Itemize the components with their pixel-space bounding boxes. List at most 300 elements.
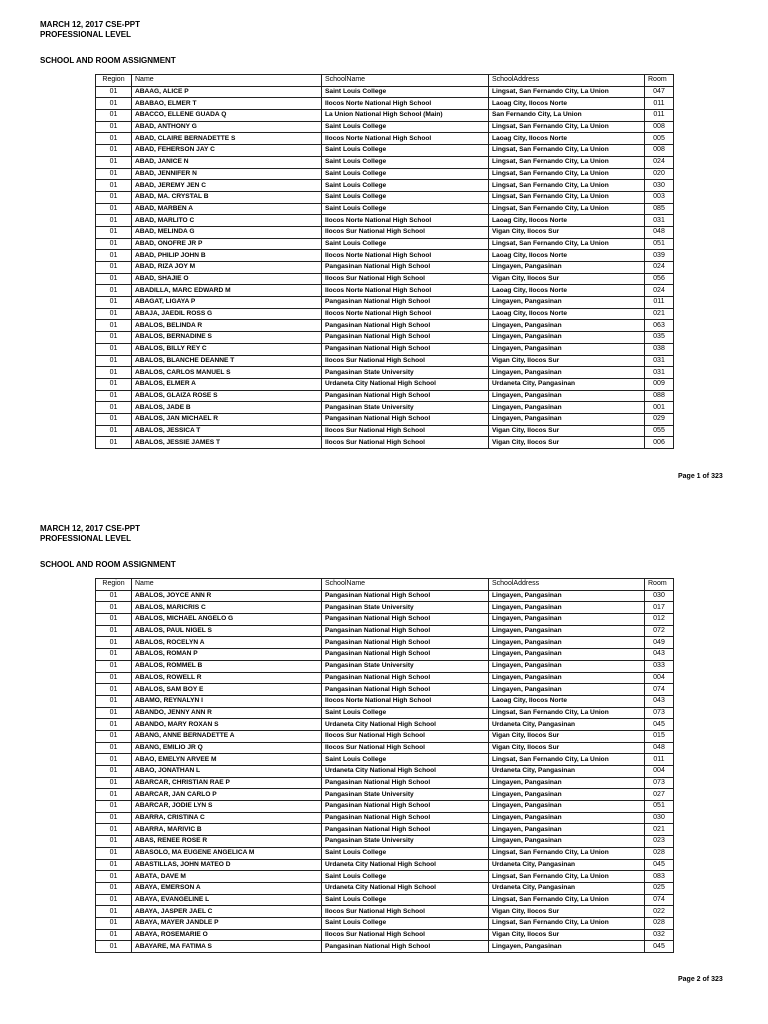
region-cell: 01	[96, 929, 132, 941]
school-address-cell: Urdaneta City, Pangasinan	[489, 766, 645, 778]
region-cell: 01	[96, 413, 132, 425]
region-cell: 01	[96, 906, 132, 918]
school-name-cell: Pangasinan National High School	[322, 332, 489, 344]
school-address-cell: Lingsat, San Fernando City, La Union	[489, 238, 645, 250]
table-row	[96, 906, 674, 918]
name-cell: ABAD, CLAIRE BERNADETTE S	[132, 133, 322, 145]
school-address-cell: Vigan City, Ilocos Sur	[489, 730, 645, 742]
school-name-cell: Ilocos Sur National High School	[322, 273, 489, 285]
school-name-cell: Saint Louis College	[322, 754, 489, 766]
name-cell: ABAD, ONOFRE JR P	[132, 238, 322, 250]
table-row	[96, 695, 674, 707]
region-cell: 01	[96, 660, 132, 672]
page-number: Page 1 of 323	[678, 473, 723, 480]
room-cell: 011	[645, 297, 674, 309]
room-cell: 032	[645, 929, 674, 941]
name-cell: ABARRA, MARIVIC B	[132, 824, 322, 836]
room-cell: 022	[645, 906, 674, 918]
table-row	[96, 754, 674, 766]
school-name-cell: Ilocos Sur National High School	[322, 906, 489, 918]
region-cell: 01	[96, 98, 132, 110]
school-address-cell: Laoag City, Ilocos Norte	[489, 308, 645, 320]
name-cell: ABAO, EMELYN ARVEE M	[132, 754, 322, 766]
school-name-cell: Saint Louis College	[322, 707, 489, 719]
name-cell: ABALOS, ROWELL R	[132, 672, 322, 684]
table-row	[96, 707, 674, 719]
room-cell: 043	[645, 649, 674, 661]
school-name-cell: Pangasinan National High School	[322, 343, 489, 355]
table-row	[96, 86, 674, 98]
school-name-cell: Pangasinan National High School	[322, 390, 489, 402]
name-cell: ABAD, JEREMY JEN C	[132, 180, 322, 192]
table-row	[96, 824, 674, 836]
school-address-cell: Vigan City, Ilocos Sur	[489, 425, 645, 437]
region-cell: 01	[96, 378, 132, 390]
table-row	[96, 250, 674, 262]
room-cell: 085	[645, 203, 674, 215]
table-row	[96, 730, 674, 742]
room-cell: 009	[645, 378, 674, 390]
school-name-cell: Pangasinan National High School	[322, 637, 489, 649]
school-address-cell: Lingayen, Pangasinan	[489, 812, 645, 824]
region-cell: 01	[96, 871, 132, 883]
school-address-cell: Lingayen, Pangasinan	[489, 836, 645, 848]
region-cell: 01	[96, 730, 132, 742]
region-cell: 01	[96, 320, 132, 332]
table-row	[96, 425, 674, 437]
name-cell: ABALOS, ROCELYN A	[132, 637, 322, 649]
table-row	[96, 262, 674, 274]
school-name-cell: Pangasinan National High School	[322, 262, 489, 274]
school-name-cell: Ilocos Sur National High School	[322, 355, 489, 367]
table-row	[96, 625, 674, 637]
table-row	[96, 437, 674, 449]
school-name-cell: Urdaneta City National High School	[322, 859, 489, 871]
table-row	[96, 203, 674, 215]
room-cell: 055	[645, 425, 674, 437]
name-cell: ABALOS, BLANCHE DEANNE T	[132, 355, 322, 367]
name-cell: ABANDO, JENNY ANN R	[132, 707, 322, 719]
name-cell: ABARRA, CRISTINA C	[132, 812, 322, 824]
region-cell: 01	[96, 859, 132, 871]
school-address-cell: Urdaneta City, Pangasinan	[489, 882, 645, 894]
table-row	[96, 941, 674, 953]
school-address-cell: Lingsat, San Fernando City, La Union	[489, 894, 645, 906]
name-cell: ABALOS, GLAIZA ROSE S	[132, 390, 322, 402]
school-name-cell: Saint Louis College	[322, 917, 489, 929]
room-cell: 008	[645, 145, 674, 157]
region-cell: 01	[96, 86, 132, 98]
room-cell: 005	[645, 133, 674, 145]
room-cell: 045	[645, 941, 674, 953]
name-cell: ABADILLA, MARC EDWARD M	[132, 285, 322, 297]
table-row	[96, 226, 674, 238]
school-name-cell: Ilocos Norte National High School	[322, 133, 489, 145]
region-cell: 01	[96, 425, 132, 437]
name-cell: ABAD, JENNIFER N	[132, 168, 322, 180]
name-cell: ABALOS, JESSIE JAMES T	[132, 437, 322, 449]
name-cell: ABAYA, MAYER JANDLE P	[132, 917, 322, 929]
column-header-room: Room	[645, 75, 674, 87]
school-name-cell: Ilocos Norte National High School	[322, 308, 489, 320]
room-cell: 030	[645, 590, 674, 602]
name-cell: ABALOS, CARLOS MANUEL S	[132, 367, 322, 379]
room-cell: 063	[645, 320, 674, 332]
school-address-cell: Laoag City, Ilocos Norte	[489, 250, 645, 262]
school-name-cell: Saint Louis College	[322, 156, 489, 168]
room-cell: 033	[645, 660, 674, 672]
room-cell: 001	[645, 402, 674, 414]
school-name-cell: Ilocos Sur National High School	[322, 437, 489, 449]
room-cell: 021	[645, 824, 674, 836]
region-cell: 01	[96, 824, 132, 836]
name-cell: ABALOS, ROMAN P	[132, 649, 322, 661]
column-header-name: Name	[132, 579, 322, 591]
region-cell: 01	[96, 332, 132, 344]
school-name-cell: Pangasinan National High School	[322, 672, 489, 684]
room-cell: 049	[645, 637, 674, 649]
school-name-cell: Ilocos Sur National High School	[322, 226, 489, 238]
region-cell: 01	[96, 777, 132, 789]
room-cell: 045	[645, 859, 674, 871]
room-cell: 047	[645, 86, 674, 98]
region-cell: 01	[96, 156, 132, 168]
column-header-room: Room	[645, 579, 674, 591]
room-cell: 038	[645, 343, 674, 355]
school-name-cell: Urdaneta City National High School	[322, 882, 489, 894]
region-cell: 01	[96, 637, 132, 649]
room-cell: 029	[645, 413, 674, 425]
school-name-cell: Saint Louis College	[322, 238, 489, 250]
region-cell: 01	[96, 649, 132, 661]
school-address-cell: Laoag City, Ilocos Norte	[489, 133, 645, 145]
school-address-cell: Lingsat, San Fernando City, La Union	[489, 156, 645, 168]
name-cell: ABAD, MELINDA G	[132, 226, 322, 238]
name-cell: ABATA, DAVE M	[132, 871, 322, 883]
region-cell: 01	[96, 121, 132, 133]
name-cell: ABALOS, BELINDA R	[132, 320, 322, 332]
table-row	[96, 238, 674, 250]
table-row	[96, 649, 674, 661]
name-cell: ABALOS, JADE B	[132, 402, 322, 414]
table-row	[96, 145, 674, 157]
room-cell: 021	[645, 308, 674, 320]
school-name-cell: Pangasinan National High School	[322, 801, 489, 813]
school-address-cell: Lingayen, Pangasinan	[489, 297, 645, 309]
school-name-cell: La Union National High School (Main)	[322, 110, 489, 122]
room-cell: 011	[645, 98, 674, 110]
name-cell: ABAD, SHAJIE O	[132, 273, 322, 285]
region-cell: 01	[96, 766, 132, 778]
room-cell: 072	[645, 625, 674, 637]
room-cell: 048	[645, 226, 674, 238]
region-cell: 01	[96, 262, 132, 274]
table-row	[96, 308, 674, 320]
school-address-cell: Vigan City, Ilocos Sur	[489, 906, 645, 918]
name-cell: ABAYARE, MA FATIMA S	[132, 941, 322, 953]
room-cell: 051	[645, 801, 674, 813]
column-header-region: Region	[96, 579, 132, 591]
region-cell: 01	[96, 754, 132, 766]
table-row	[96, 98, 674, 110]
room-cell: 028	[645, 847, 674, 859]
room-cell: 035	[645, 332, 674, 344]
school-name-cell: Saint Louis College	[322, 121, 489, 133]
school-name-cell: Pangasinan National High School	[322, 320, 489, 332]
region-cell: 01	[96, 215, 132, 227]
region-cell: 01	[96, 707, 132, 719]
school-address-cell: Lingsat, San Fernando City, La Union	[489, 203, 645, 215]
table-row	[96, 789, 674, 801]
school-address-cell: Lingsat, San Fernando City, La Union	[489, 168, 645, 180]
table-row	[96, 672, 674, 684]
region-cell: 01	[96, 684, 132, 696]
table-row	[96, 343, 674, 355]
table-row	[96, 180, 674, 192]
name-cell: ABAYA, EVANGELINE L	[132, 894, 322, 906]
school-address-cell: Lingsat, San Fernando City, La Union	[489, 86, 645, 98]
exam-date-heading: MARCH 12, 2017 CSE-PPT	[40, 524, 141, 533]
school-name-cell: Pangasinan National High School	[322, 812, 489, 824]
column-header-school-name: SchoolName	[322, 75, 489, 87]
region-cell: 01	[96, 390, 132, 402]
room-cell: 074	[645, 684, 674, 696]
name-cell: ABALOS, JESSICA T	[132, 425, 322, 437]
region-cell: 01	[96, 742, 132, 754]
table-row	[96, 801, 674, 813]
room-cell: 008	[645, 121, 674, 133]
name-cell: ABAGAT, LIGAYA P	[132, 297, 322, 309]
room-cell: 073	[645, 707, 674, 719]
name-cell: ABAYA, JASPER JAEL C	[132, 906, 322, 918]
table-header-row	[96, 579, 674, 591]
region-cell: 01	[96, 917, 132, 929]
region-cell: 01	[96, 273, 132, 285]
table-row	[96, 637, 674, 649]
region-cell: 01	[96, 367, 132, 379]
name-cell: ABARCAR, JAN CARLO P	[132, 789, 322, 801]
school-name-cell: Pangasinan State University	[322, 402, 489, 414]
school-address-cell: Lingayen, Pangasinan	[489, 343, 645, 355]
name-cell: ABALOS, MARICRIS C	[132, 602, 322, 614]
name-cell: ABAYA, ROSEMARIE O	[132, 929, 322, 941]
region-cell: 01	[96, 168, 132, 180]
region-cell: 01	[96, 590, 132, 602]
name-cell: ABAD, MARBEN A	[132, 203, 322, 215]
name-cell: ABAO, JONATHAN L	[132, 766, 322, 778]
room-cell: 024	[645, 156, 674, 168]
name-cell: ABANDO, MARY ROXAN S	[132, 719, 322, 731]
school-address-cell: Lingayen, Pangasinan	[489, 649, 645, 661]
name-cell: ABALOS, JOYCE ANN R	[132, 590, 322, 602]
table-row	[96, 917, 674, 929]
table-row	[96, 367, 674, 379]
school-address-cell: San Fernando City, La Union	[489, 110, 645, 122]
region-cell: 01	[96, 695, 132, 707]
region-cell: 01	[96, 250, 132, 262]
name-cell: ABALOS, MICHAEL ANGELO G	[132, 614, 322, 626]
school-address-cell: Lingayen, Pangasinan	[489, 660, 645, 672]
room-cell: 088	[645, 390, 674, 402]
name-cell: ABAYA, EMERSON A	[132, 882, 322, 894]
school-address-cell: Lingayen, Pangasinan	[489, 672, 645, 684]
school-name-cell: Pangasinan National High School	[322, 413, 489, 425]
school-name-cell: Pangasinan State University	[322, 789, 489, 801]
room-cell: 048	[645, 742, 674, 754]
name-cell: ABAD, MA. CRYSTAL B	[132, 191, 322, 203]
school-address-cell: Vigan City, Ilocos Sur	[489, 929, 645, 941]
school-name-cell: Saint Louis College	[322, 180, 489, 192]
table-row	[96, 777, 674, 789]
room-cell: 017	[645, 602, 674, 614]
table-row	[96, 133, 674, 145]
table-row	[96, 602, 674, 614]
school-name-cell: Saint Louis College	[322, 191, 489, 203]
school-name-cell: Saint Louis College	[322, 203, 489, 215]
table-row	[96, 413, 674, 425]
table-row	[96, 766, 674, 778]
school-address-cell: Laoag City, Ilocos Norte	[489, 215, 645, 227]
school-address-cell: Laoag City, Ilocos Norte	[489, 98, 645, 110]
region-cell: 01	[96, 191, 132, 203]
exam-date-heading: MARCH 12, 2017 CSE-PPT	[40, 20, 141, 29]
name-cell: ABALOS, ELMER A	[132, 378, 322, 390]
room-cell: 025	[645, 882, 674, 894]
school-address-cell: Lingsat, San Fernando City, La Union	[489, 145, 645, 157]
school-name-cell: Pangasinan National High School	[322, 941, 489, 953]
school-name-cell: Saint Louis College	[322, 168, 489, 180]
school-address-cell: Vigan City, Ilocos Sur	[489, 273, 645, 285]
school-name-cell: Ilocos Sur National High School	[322, 742, 489, 754]
table-row	[96, 660, 674, 672]
region-cell: 01	[96, 812, 132, 824]
school-address-cell: Lingayen, Pangasinan	[489, 637, 645, 649]
table-row	[96, 168, 674, 180]
name-cell: ABAS, RENEE ROSE R	[132, 836, 322, 848]
column-header-region: Region	[96, 75, 132, 87]
name-cell: ABAMO, REYNALYN I	[132, 695, 322, 707]
name-cell: ABARCAR, CHRISTIAN RAE P	[132, 777, 322, 789]
name-cell: ABAD, ANTHONY G	[132, 121, 322, 133]
name-cell: ABALOS, BILLY REY C	[132, 343, 322, 355]
column-header-school-address: SchoolAddress	[489, 579, 645, 591]
room-cell: 027	[645, 789, 674, 801]
school-address-cell: Lingsat, San Fernando City, La Union	[489, 707, 645, 719]
room-cell: 011	[645, 110, 674, 122]
school-name-cell: Pangasinan National High School	[322, 625, 489, 637]
column-header-school-name: SchoolName	[322, 579, 489, 591]
name-cell: ABALOS, ROMMEL B	[132, 660, 322, 672]
table-row	[96, 402, 674, 414]
table-row	[96, 355, 674, 367]
page-number: Page 2 of 323	[678, 976, 723, 983]
region-cell: 01	[96, 602, 132, 614]
room-cell: 031	[645, 215, 674, 227]
table-row	[96, 894, 674, 906]
school-address-cell: Lingayen, Pangasinan	[489, 590, 645, 602]
school-address-cell: Lingsat, San Fernando City, La Union	[489, 180, 645, 192]
room-cell: 031	[645, 367, 674, 379]
region-cell: 01	[96, 941, 132, 953]
region-cell: 01	[96, 238, 132, 250]
name-cell: ABALOS, SAM BOY E	[132, 684, 322, 696]
school-address-cell: Vigan City, Ilocos Sur	[489, 437, 645, 449]
room-cell: 023	[645, 836, 674, 848]
room-cell: 030	[645, 180, 674, 192]
school-name-cell: Ilocos Sur National High School	[322, 730, 489, 742]
region-cell: 01	[96, 882, 132, 894]
school-address-cell: Lingayen, Pangasinan	[489, 262, 645, 274]
school-address-cell: Lingayen, Pangasinan	[489, 801, 645, 813]
table-row	[96, 614, 674, 626]
table-row	[96, 378, 674, 390]
school-address-cell: Lingayen, Pangasinan	[489, 684, 645, 696]
school-name-cell: Ilocos Sur National High School	[322, 425, 489, 437]
school-address-cell: Lingsat, San Fernando City, La Union	[489, 871, 645, 883]
table-row	[96, 191, 674, 203]
table-header-row	[96, 75, 674, 87]
school-address-cell: Lingsat, San Fernando City, La Union	[489, 754, 645, 766]
school-address-cell: Urdaneta City, Pangasinan	[489, 719, 645, 731]
region-cell: 01	[96, 343, 132, 355]
school-name-cell: Saint Louis College	[322, 894, 489, 906]
school-address-cell: Lingsat, San Fernando City, La Union	[489, 847, 645, 859]
school-name-cell: Pangasinan State University	[322, 660, 489, 672]
table-row	[96, 121, 674, 133]
table-row	[96, 882, 674, 894]
school-address-cell: Lingsat, San Fernando City, La Union	[489, 917, 645, 929]
school-address-cell: Vigan City, Ilocos Sur	[489, 355, 645, 367]
room-cell: 056	[645, 273, 674, 285]
school-name-cell: Pangasinan National High School	[322, 777, 489, 789]
assignment-title: SCHOOL AND ROOM ASSIGNMENT	[40, 560, 176, 569]
school-name-cell: Saint Louis College	[322, 145, 489, 157]
region-cell: 01	[96, 801, 132, 813]
school-address-cell: Lingayen, Pangasinan	[489, 614, 645, 626]
school-name-cell: Pangasinan National High School	[322, 684, 489, 696]
region-cell: 01	[96, 789, 132, 801]
region-cell: 01	[96, 672, 132, 684]
region-cell: 01	[96, 133, 132, 145]
room-cell: 012	[645, 614, 674, 626]
school-address-cell: Lingayen, Pangasinan	[489, 332, 645, 344]
room-cell: 004	[645, 766, 674, 778]
room-cell: 031	[645, 355, 674, 367]
table-row	[96, 273, 674, 285]
school-name-cell: Pangasinan State University	[322, 602, 489, 614]
name-cell: ABACCO, ELLENE GUADA Q	[132, 110, 322, 122]
name-cell: ABALOS, PAUL NIGEL S	[132, 625, 322, 637]
table-row	[96, 929, 674, 941]
name-cell: ABAJA, JAEDIL ROSS G	[132, 308, 322, 320]
table-row	[96, 847, 674, 859]
table-row	[96, 871, 674, 883]
table-row	[96, 297, 674, 309]
room-cell: 073	[645, 777, 674, 789]
school-address-cell: Laoag City, Ilocos Norte	[489, 695, 645, 707]
assignment-title: SCHOOL AND ROOM ASSIGNMENT	[40, 56, 176, 65]
school-name-cell: Ilocos Norte National High School	[322, 98, 489, 110]
school-address-cell: Vigan City, Ilocos Sur	[489, 742, 645, 754]
room-cell: 028	[645, 917, 674, 929]
school-name-cell: Saint Louis College	[322, 86, 489, 98]
region-cell: 01	[96, 894, 132, 906]
school-name-cell: Pangasinan National High School	[322, 297, 489, 309]
school-name-cell: Urdaneta City National High School	[322, 766, 489, 778]
school-address-cell: Urdaneta City, Pangasinan	[489, 859, 645, 871]
name-cell: ABASTILLAS, JOHN MATEO D	[132, 859, 322, 871]
region-cell: 01	[96, 308, 132, 320]
